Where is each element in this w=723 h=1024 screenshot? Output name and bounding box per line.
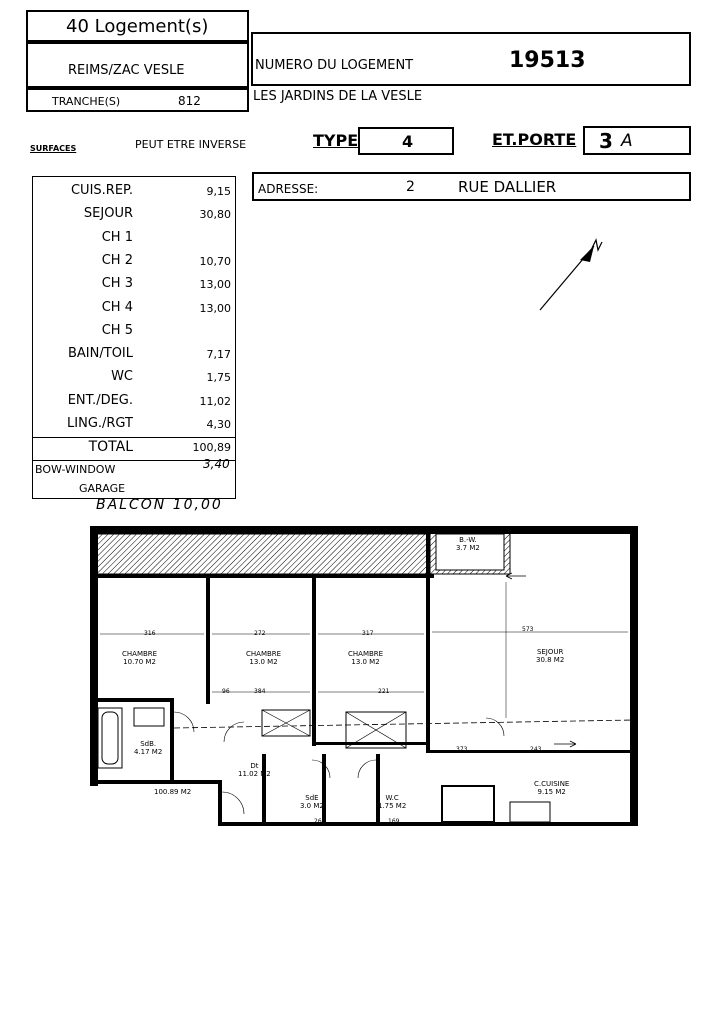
room-sde: [300, 794, 324, 810]
balcon-note: BALCON 10,00: [96, 497, 223, 513]
room-name: CHAMBRE: [246, 650, 282, 658]
surfaces-label: SURFACES: [30, 144, 77, 153]
room-name: CHAMBRE: [348, 650, 384, 658]
surface-row: [33, 230, 235, 252]
surface-row: [33, 416, 235, 438]
plan-total-area: 100.89 M2: [154, 788, 192, 796]
room-area: 3.7 M2: [456, 544, 480, 552]
surface-label: CH 1: [101, 229, 133, 245]
surface-label: LING./RGT: [67, 416, 133, 431]
surface-value: 11,02: [199, 394, 231, 408]
room-chambre-2: [246, 650, 281, 666]
room-area: 30.8 M2: [536, 656, 565, 664]
numero-value: 19513: [509, 48, 586, 73]
surface-row: [33, 323, 235, 345]
north-arrow-icon: [536, 238, 606, 314]
programme-box: [26, 42, 249, 88]
surface-label: WC: [111, 369, 133, 385]
room-area: 4.17 M2: [134, 748, 163, 756]
surface-row: [33, 183, 235, 205]
room-sejour: [536, 648, 564, 664]
total-value: 100,89: [192, 441, 231, 454]
room-bow-window: [456, 536, 480, 552]
surface-label: CUIS.REP.: [70, 183, 133, 198]
room-area: 1.75 M2: [378, 802, 407, 810]
dim-label: 272: [254, 630, 266, 637]
room-sdb: [134, 740, 162, 756]
adresse-num: 2: [406, 179, 415, 195]
room-name: SEJOUR: [536, 648, 564, 656]
logement-count: 40 Logement(s): [66, 16, 209, 37]
room-area: 9.15 M2: [537, 788, 566, 796]
surface-row: [33, 346, 235, 368]
surface-value: 7,17: [206, 348, 231, 362]
surface-label: ENT./DEG.: [67, 392, 133, 408]
room-degagement: [238, 762, 271, 778]
inverse-note: PEUT ETRE INVERSE: [135, 138, 247, 151]
room-name: SdE: [305, 794, 319, 802]
surface-row: [33, 276, 235, 298]
etporte-box: [583, 126, 691, 155]
etporte-letter: A: [621, 131, 633, 151]
garage-label: GARAGE: [79, 482, 126, 495]
dim-label: 265: [314, 818, 326, 825]
surface-value: 4,30: [206, 418, 231, 431]
surface-row: [33, 253, 235, 275]
surface-value: 10,70: [199, 254, 231, 268]
room-area: 11.02 M2: [238, 770, 271, 778]
adresse-box: [252, 172, 691, 201]
room-name: Dt: [250, 762, 259, 770]
total-label: TOTAL: [88, 439, 133, 455]
adresse-rue: RUE DALLIER: [458, 178, 557, 196]
numero-label: NUMERO DU LOGEMENT: [255, 58, 414, 73]
room-name: W.C: [385, 794, 399, 802]
room-name: CHAMBRE: [122, 650, 158, 658]
etporte-label: ET.PORTE: [492, 130, 577, 149]
surface-row: [33, 369, 235, 391]
room-chambre-3: [348, 650, 383, 666]
surface-value: 1,75: [206, 371, 231, 385]
surface-value: 13,00: [199, 278, 231, 292]
dim-label: 384: [254, 688, 266, 695]
room-chambre-1: [122, 650, 157, 666]
numero-box: [251, 32, 691, 86]
surface-value: 13,00: [199, 301, 231, 315]
dim-label: 316: [144, 630, 156, 637]
surface-label: CH 5: [101, 322, 133, 338]
surface-row: [33, 300, 235, 322]
bow-window-label: BOW-WINDOW: [35, 463, 116, 476]
dim-label: 243: [530, 746, 542, 753]
surface-value: 9,15: [206, 185, 231, 198]
tranche-box: [26, 88, 249, 112]
type-box: [358, 127, 454, 155]
tranche-label: TRANCHE(S): [52, 95, 121, 108]
type-value: 4: [402, 132, 414, 151]
type-label: TYPE: [313, 131, 359, 150]
room-wc: [378, 794, 406, 810]
bow-window-value: 3,40: [203, 457, 230, 471]
surface-label: CH 4: [101, 299, 133, 315]
surfaces-table: [32, 176, 236, 499]
dim-label: 373: [456, 746, 468, 753]
room-name: B.-W.: [459, 536, 477, 544]
adresse-label: ADRESSE:: [258, 182, 319, 196]
dim-label: 169: [388, 818, 400, 825]
surface-row: [33, 393, 235, 415]
tranche-value: 812: [178, 94, 201, 108]
dim-label: 96: [222, 688, 230, 695]
surface-label: BAIN/TOIL: [68, 346, 133, 362]
logement-count-box: [26, 10, 249, 42]
etporte-value: 3: [599, 129, 613, 153]
room-name: SdB.: [140, 740, 157, 748]
room-area: 13.0 M2: [249, 658, 278, 666]
residence: LES JARDINS DE LA VESLE: [253, 89, 423, 104]
dim-label: 317: [362, 630, 374, 637]
room-name: C.CUISINE: [534, 780, 570, 788]
surface-label: SEJOUR: [83, 206, 133, 222]
floor-plan: [86, 522, 646, 832]
room-area: 10.70 M2: [123, 658, 156, 666]
surface-row: [33, 206, 235, 228]
surface-label: CH 3: [101, 276, 133, 292]
programme: REIMS/ZAC VESLE: [68, 63, 185, 78]
surface-value: 30,80: [199, 208, 231, 222]
surface-label: CH 2: [101, 252, 133, 268]
dim-label: 221: [378, 688, 390, 695]
room-area: 3.0 M2: [300, 802, 324, 810]
room-area: 13.0 M2: [351, 658, 380, 666]
room-cuisine: [534, 780, 569, 796]
dim-label: 573: [522, 626, 534, 633]
